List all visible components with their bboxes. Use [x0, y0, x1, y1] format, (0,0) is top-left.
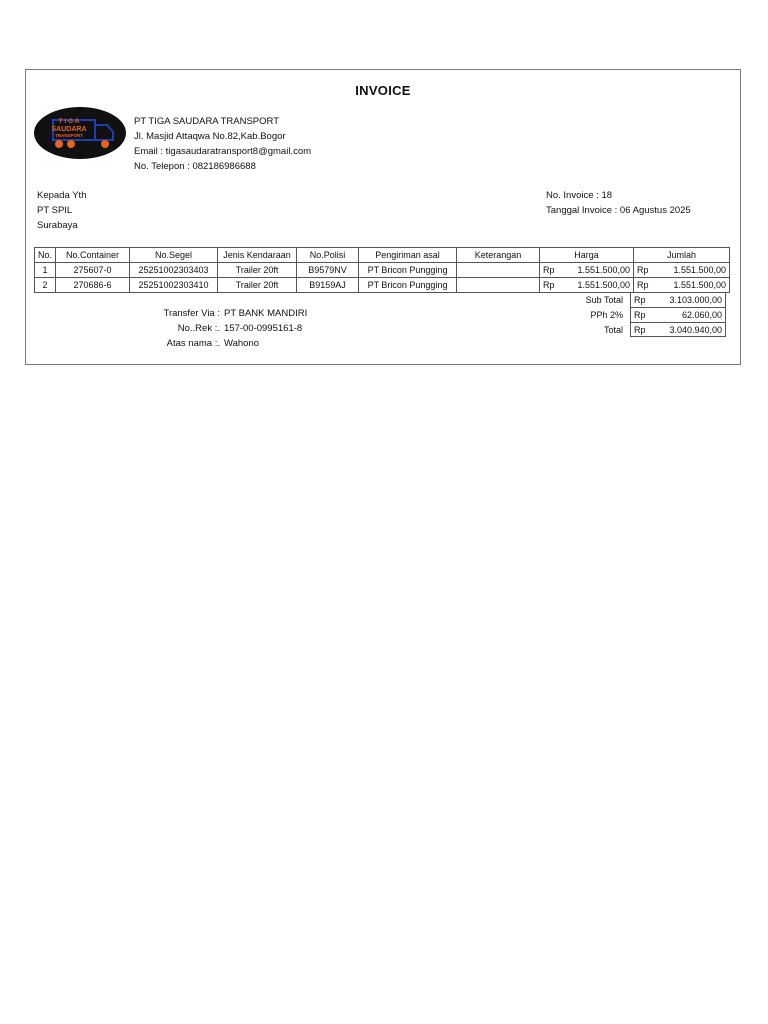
currency-label: Rp	[634, 295, 646, 305]
cell-no: 1	[35, 263, 56, 278]
recipient-city: Surabaya	[37, 220, 78, 231]
cell-container: 275607-0	[56, 263, 130, 278]
account-number-row	[124, 321, 307, 336]
company-email: Email : tigasaudaratransport8@gmail.com	[134, 146, 312, 157]
account-number-label: No..Rek :.	[177, 323, 220, 334]
header-harga: Harga	[540, 248, 634, 263]
currency-label: Rp	[637, 265, 649, 275]
subtotal-row	[534, 292, 726, 307]
header-segel: No.Segel	[130, 248, 218, 263]
subtotal-label: Sub Total	[585, 294, 623, 305]
pph-label: PPh 2%	[590, 309, 623, 320]
currency-label: Rp	[634, 324, 646, 335]
cell-kendaraan: Trailer 20ft	[218, 263, 297, 278]
svg-text:TRANSPORT: TRANSPORT	[55, 133, 83, 138]
wheel-icon	[101, 140, 109, 148]
currency-label: Rp	[637, 280, 649, 290]
cell-asal: PT Bricon Pungging	[359, 263, 457, 278]
amount: 1.551.500,00	[673, 265, 727, 275]
amount: 1.551.500,00	[577, 280, 631, 290]
subtotal-value: 3.103.000,00	[669, 295, 722, 305]
company-info	[134, 114, 311, 174]
cell-no: 2	[35, 278, 56, 293]
cell-keterangan	[457, 263, 540, 278]
cell-polisi: B9579NV	[297, 263, 359, 278]
company-address: Jl. Masjid Attaqwa No.82,Kab.Bogor	[134, 131, 286, 142]
pph-row	[534, 307, 726, 322]
company-name: PT TIGA SAUDARA TRANSPORT	[134, 116, 280, 127]
account-number-value: 157-00-0995161-8	[224, 323, 303, 334]
subtotal-value-box	[630, 292, 726, 307]
account-name-row	[124, 336, 307, 351]
table-row	[35, 278, 730, 293]
table-row	[35, 263, 730, 278]
cell-jumlah	[634, 263, 730, 278]
transfer-via-row	[124, 306, 307, 321]
cell-asal: PT Bricon Pungging	[359, 278, 457, 293]
total-label: Total	[603, 324, 623, 335]
account-name-label: Atas nama :.	[166, 338, 220, 349]
transfer-via-label: Transfer Via :	[163, 308, 220, 319]
pph-value: 62.060,00	[681, 310, 722, 320]
total-value: 3.040.940,00	[669, 324, 722, 335]
cell-keterangan	[457, 278, 540, 293]
recipient-greeting: Kepada Yth	[37, 190, 87, 201]
total-row	[534, 322, 726, 337]
invoice-frame	[25, 69, 741, 365]
total-value-box	[630, 322, 726, 337]
header-container: No.Container	[56, 248, 130, 263]
items-table	[34, 247, 730, 293]
cell-container: 270686-6	[56, 278, 130, 293]
cell-segel: 25251002303403	[130, 263, 218, 278]
cell-polisi: B9159AJ	[297, 278, 359, 293]
recipient-block	[37, 188, 86, 233]
wheel-icon	[55, 140, 63, 148]
invoice-date: Tanggal Invoice : 06 Agustus 2025	[546, 205, 691, 216]
currency-label: Rp	[543, 265, 555, 275]
svg-text:T I G A: T I G A	[58, 118, 80, 125]
cell-harga	[540, 263, 634, 278]
transfer-via-value: PT BANK MANDIRI	[224, 308, 308, 319]
amount: 1.551.500,00	[577, 265, 631, 275]
svg-text:SAUDARA: SAUDARA	[51, 126, 87, 133]
company-phone: No. Telepon : 082186986688	[134, 161, 256, 172]
currency-label: Rp	[634, 310, 646, 320]
cell-kendaraan: Trailer 20ft	[218, 278, 297, 293]
currency-label: Rp	[543, 280, 555, 290]
invoice-meta	[546, 188, 691, 218]
invoice-number: No. Invoice : 18	[546, 190, 613, 201]
header-asal: Pengiriman asal	[359, 248, 457, 263]
header-keterangan: Keterangan	[457, 248, 540, 263]
cell-jumlah	[634, 278, 730, 293]
header-no: No.	[35, 248, 56, 263]
header-polisi: No.Polisi	[297, 248, 359, 263]
table-header-row	[35, 248, 730, 263]
company-logo	[33, 106, 127, 160]
recipient-name: PT SPIL	[37, 205, 73, 216]
account-name-value: Wahono	[224, 338, 260, 349]
header-jumlah: Jumlah	[634, 248, 730, 263]
header-kendaraan: Jenis Kendaraan	[218, 248, 297, 263]
totals-block	[534, 292, 726, 337]
invoice-title: INVOICE	[355, 83, 411, 98]
cell-segel: 25251002303410	[130, 278, 218, 293]
amount: 1.551.500,00	[673, 280, 727, 290]
pph-value-box	[630, 307, 726, 322]
transfer-block	[124, 306, 307, 351]
cell-harga	[540, 278, 634, 293]
wheel-icon	[67, 140, 75, 148]
